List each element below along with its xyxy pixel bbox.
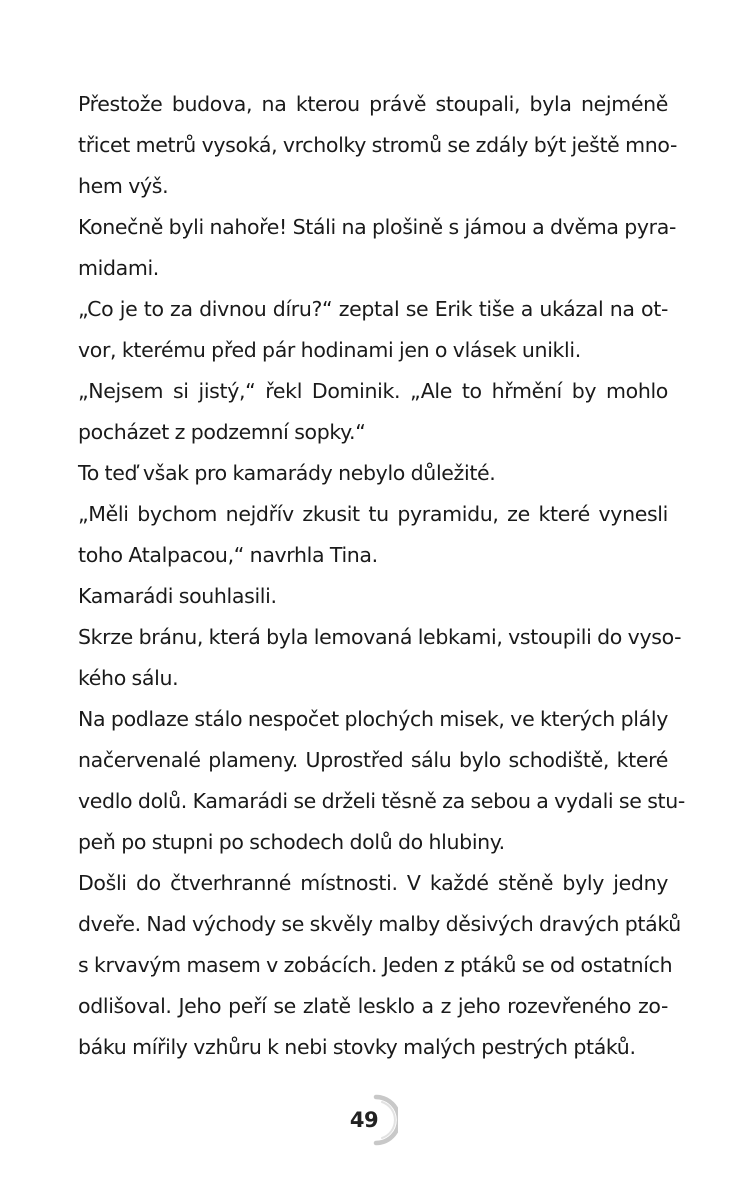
text-line: báku mířily vzhůru k nebi stovky malých pestrých ptáků. — [78, 1035, 636, 1059]
text-line: To teď však pro kamarády nebylo důležité. — [78, 461, 496, 485]
book-page-body — [78, 84, 685, 1068]
text-line: vedlo dolů. Kamarádi se drželi těsně za sebou a vydali se stu- — [78, 789, 685, 813]
text-line: „Měli bychom nejdřív zkusit tu pyramidu, ze které vynesli — [78, 502, 668, 526]
text-line: vor, kterému před pár hodinami jen o vlásek unikli. — [78, 338, 581, 362]
text-line: pocházet z podzemní sopky.“ — [78, 420, 366, 444]
text-line: toho Atalpacou,“ navrhla Tina. — [78, 543, 378, 567]
text-line: Konečně byli nahoře! Stáli na plošině s jámou a dvěma pyra- — [78, 215, 677, 239]
text-line: peň po stupni po schodech dolů do hlubiny. — [78, 830, 505, 854]
text-line: odlišoval. Jeho peří se zlatě lesklo a z jeho rozevřeného zo- — [78, 994, 668, 1018]
text-line: „Co je to za divnou díru?“ zeptal se Erik tiše a ukázal na ot- — [78, 297, 668, 321]
text-line: Kamarádi souhlasili. — [78, 584, 277, 608]
text-line: midami. — [78, 256, 159, 280]
text-line: Na podlaze stálo nespočet plochých misek, ve kterých plály — [78, 707, 668, 731]
text-line: Přestože budova, na kterou právě stoupali, byla nejméně — [78, 92, 668, 116]
text-line: Skrze bránu, která byla lemovaná lebkami, vstoupili do vyso- — [78, 625, 682, 649]
text-line: „Nejsem si jistý,“ řekl Dominik. „Ale to hřmění by mohlo — [78, 379, 668, 403]
text-line: dveře. Nad východy se skvěly malby děsivých dravých ptáků — [78, 912, 681, 936]
text-line: kého sálu. — [78, 666, 179, 690]
text-line: s krvavým masem v zobácích. Jeden z ptáků se od ostatních — [78, 953, 673, 977]
text-line: třicet metrů vysoká, vrcholky stromů se zdály být ještě mno- — [78, 133, 677, 157]
text-line: načervenalé plameny. Uprostřed sálu bylo schodiště, které — [78, 748, 668, 772]
page-number: 49 — [349, 1108, 379, 1132]
text-line: hem výš. — [78, 174, 169, 198]
page-number-badge — [338, 1094, 398, 1146]
text-line: Došli do čtverhranné místnosti. V každé stěně byly jedny — [78, 871, 668, 895]
